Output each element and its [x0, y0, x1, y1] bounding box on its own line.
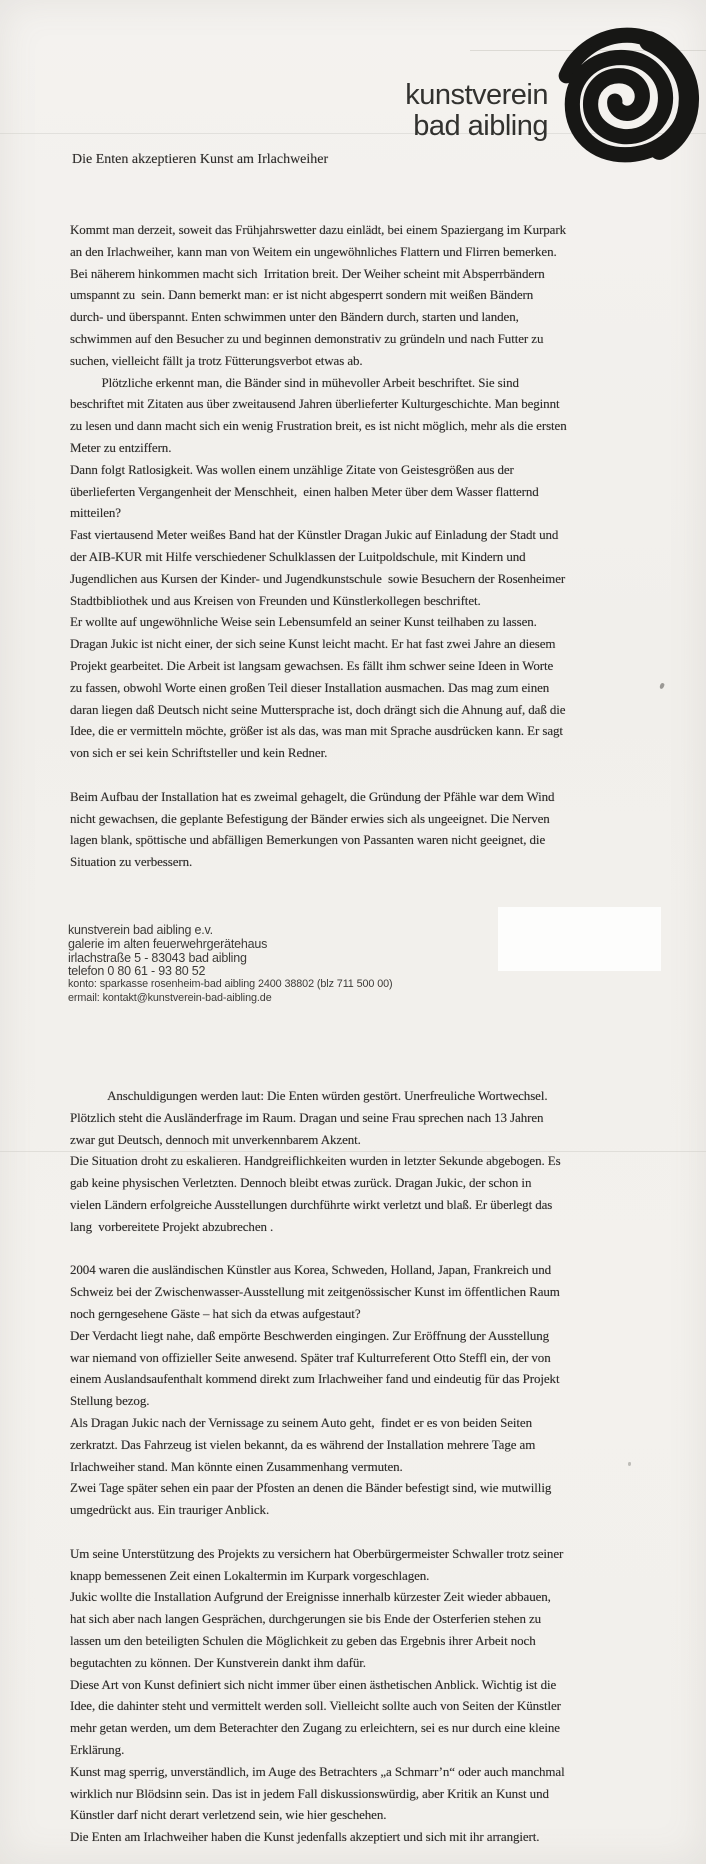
text-line: war niemand von offizieller Seite anwesend. Später traf Kulturreferent Otto Steffl ein, der von: [70, 1349, 551, 1365]
kunstverein-logo-wordmark: [396, 80, 548, 142]
text-line: umgedrückt aus. Ein trauriger Anblick.: [70, 1502, 270, 1518]
text-line: zu lesen und dann macht sich ein wenig Frustration breit, es ist nicht möglich, mehr als die ersten: [70, 418, 567, 434]
text-line: Kommt man derzeit, soweit das Frühjahrswetter dazu einlädt, bei einem Spaziergang im Kurpark: [70, 222, 566, 237]
text-line: knapp bemessenen Zeit einen Lokaltermin im Kurpark vorgeschlagen.: [70, 1567, 430, 1583]
text-line: einem Auslandsaufenthalt kommend direkt zum Irlachweiher fand und eindeutig für das Projekt: [70, 1371, 560, 1387]
text-line: beschriftet mit Zitaten aus über zweitausend Jahren überlieferter Kulturgeschichte. Man beginnt: [70, 396, 560, 412]
text-line: Künstler darf nicht derart verletzend sein, wie hier geschehen.: [70, 1807, 387, 1823]
text-line: zerkratzt. Das Fahrzeug ist vielen bekannt, da es während der Installation mehrere Tage am: [70, 1436, 536, 1452]
logo-wordmark-line-2: bad aibling: [413, 110, 548, 142]
text-line: von sich er sei kein Schriftsteller und kein Redner.: [70, 745, 328, 761]
text-line: lagen blank, spöttische und abfälligen Bemerkungen von Passanten waren nicht geeignet, die: [70, 832, 546, 848]
text-line: [70, 1524, 690, 1546]
text-line: Plötzliche erkennt man, die Bänder sind in mühevoller Arbeit beschriftet. Sie sind: [70, 374, 519, 390]
text-line: Meter zu entziffern.: [70, 439, 172, 455]
text-line: umspannt zu sein. Dann bemerkt man: er ist nicht abgesperrt sondern mit weißen Bändern: [70, 287, 534, 303]
text-line: gab keine physischen Verletzten. Dennoch bleibt etwas zurück. Dragan Jukic, der schon in: [70, 1175, 532, 1191]
text-line: schwimmen auf den Besucher zu und beginnen demonstrativ zu gründeln und nach Futter zu: [70, 330, 544, 346]
text-line: Dann folgt Ratlosigkeit. Was wollen einem unzählige Zitate von Geistesgrößen aus der: [70, 461, 514, 477]
text-line: suchen, vielleicht fällt ja trotz Fütterungsverbot etwas ab.: [70, 352, 363, 368]
text-line: Idee, die dahinter steht und vermittelt werden soll. Vielleicht sollte auch von Seiten der Künstler: [70, 1698, 561, 1714]
text-line: Schweiz bei der Zwischenwasser-Ausstellung mit zeitgenössischer Kunst im öffentlichen Raum: [70, 1284, 560, 1300]
text-line: Diese Art von Kunst definiert sich nicht immer über einen ästhetischen Anblick. Wichtig ist die: [70, 1676, 557, 1692]
text-line: wirklich nur Blödsinn sein. Das ist in jedem Fall diskussionswürdig, aber Kritik an Kunst und: [70, 1785, 549, 1801]
contact-line: telefon 0 80 61 - 93 80 52: [68, 964, 206, 979]
text-line: Kunst mag sperrig, unverständlich, im Auge des Betrachters „a Schmarr’n“ oder auch manchmal: [70, 1763, 565, 1779]
text-line: Als Dragan Jukic nach der Vernissage zu seinem Auto geht, findet er es von beiden Seiten: [70, 1414, 532, 1430]
article-body-part-1: [70, 222, 690, 876]
contact-info-block: [68, 923, 568, 1005]
text-line: Stellung bezog.: [70, 1393, 150, 1409]
text-line: lassen um den beteiligten Schulen die Möglichkeit zu geben das Ergebnis ihrer Arbeit noch: [70, 1632, 536, 1648]
text-line: Zwei Tage später sehen ein paar der Pfosten an denen die Bänder befestigt sind, wie mutwillig: [70, 1480, 552, 1496]
text-line: Situation zu verbessern.: [70, 854, 193, 870]
text-line: daran liegen daß Deutsch nicht seine Muttersprache ist, doch drängt sich die Ahnung auf, daß die: [70, 701, 566, 717]
text-line: noch gerngesehene Gäste – hat sich da etwas aufgestaut?: [70, 1305, 361, 1321]
text-line: mehr getan werden, um dem Beterachter den Zugang zu erleichtern, sei es nur durch eine kleine: [70, 1720, 560, 1736]
text-line: Stadtbibliothek und aus Kreisen von Freunden und Künstlerkollegen beschriftet.: [70, 592, 481, 608]
text-line: Irlachweiher stand. Man könnte einen Zusammenhang vermuten.: [70, 1458, 403, 1474]
text-line: mitteilen?: [70, 505, 121, 521]
text-line: der AIB-KUR mit Hilfe verschiedener Schulklassen der Luitpoldschule, mit Kindern und: [70, 548, 526, 564]
text-line: Bei näherem hinkommen macht sich Irritation breit. Der Weiher scheint mit Absperrbändern: [70, 265, 545, 281]
text-line: Anschuldigungen werden laut: Die Enten würden gestört. Unerfreuliche Wortwechsel.: [70, 1088, 548, 1103]
contact-line-small: ermail: kontakt@kunstverein-bad-aibling.de: [68, 991, 272, 1004]
text-line: Beim Aufbau der Installation hat es zweimal gehagelt, die Gründung der Pfähle war dem Wind: [70, 788, 555, 804]
text-line: Plötzlich steht die Ausländerfrage im Raum. Dragan und seine Frau sprechen nach 13 Jahren: [70, 1109, 544, 1125]
text-line: Die Situation droht zu eskalieren. Handgreiflichkeiten wurden in letzter Sekunde abgebogen. Es: [70, 1153, 561, 1169]
text-line: Dragan Jukic ist nicht einer, der sich seine Kunst leicht macht. Er hat fast zwei Jahre an diesem: [70, 636, 556, 652]
text-line: zu fassen, obwohl Worte einen großen Teil dieser Installation ausmachen. Das mag zum einen: [70, 679, 550, 695]
contact-line: galerie im alten feuerwehrgerätehaus: [68, 936, 268, 951]
text-line: lang vorbereitete Projekt abzubrechen .: [70, 1218, 274, 1234]
text-line: Er wollte auf ungewöhnliche Weise sein Lebensumfeld an seiner Kunst teilhaben zu lassen.: [70, 614, 537, 630]
text-line: Erklärung.: [70, 1741, 125, 1757]
document-title: Die Enten akzeptieren Kunst am Irlachweiher: [72, 152, 329, 167]
text-line: Idee, die er vermitteln möchte, größer ist als das, was man mit Sprache ausdrücken kann. Er sagt: [70, 723, 563, 739]
contact-line: irlachstraße 5 - 83043 bad aibling: [68, 950, 247, 965]
contact-line-small: konto: sparkasse rosenheim-bad aibling 2400 38802 (blz 711 500 00): [68, 978, 393, 991]
text-line: begutachten zu können. Der Kunstverein dankt ihm dafür.: [70, 1654, 366, 1670]
text-line: [70, 767, 690, 789]
text-line: nicht gewachsen, die geplante Befestigung der Bänder erwies sich als ungeeignet. Die Nerven: [70, 810, 550, 826]
text-line: überlieferten Vergangenheit der Menschheit, einen halben Meter über dem Wasser flatternd: [70, 483, 539, 499]
spiral-swirl-icon: [548, 27, 700, 165]
text-line: Projekt gearbeitet. Die Arbeit ist langsam gewachsen. Es fällt ihm schwer seine Ideen in Worte: [70, 657, 554, 673]
text-line: an den Irlachweiher, kann man von Weitem ein ungewöhnliches Flattern und Flirren bemerken.: [70, 243, 557, 259]
text-line: Der Verdacht liegt nahe, daß empörte Beschwerden eingingen. Zur Eröffnung der Ausstellung: [70, 1327, 550, 1343]
text-line: Jukic wollte die Installation Aufgrund der Ereignisse innerhalb kürzester Zeit wieder abbauen,: [70, 1589, 551, 1605]
text-line: [70, 1241, 690, 1263]
article-body-part-2: [70, 1088, 690, 1851]
text-line: durch- und überspannt. Enten schwimmen unter den Bändern durch, starten und landen,: [70, 309, 519, 325]
text-line: 2004 waren die ausländischen Künstler aus Korea, Schweden, Holland, Japan, Frankreich und: [70, 1262, 551, 1278]
text-line: hat sich aber nach langen Gesprächen, durchgerungen sie bis Ende der Osterferien stehen zu: [70, 1611, 542, 1627]
logo-wordmark-line-1: kunstverein: [405, 79, 548, 111]
contact-line: kunstverein bad aibling e.v.: [68, 923, 213, 937]
text-line: vielen Ländern erfolgreiche Ausstellungen durchführte wirkt verletzt und blaß. Er überlegt das: [70, 1196, 553, 1212]
text-line: Um seine Unterstützung des Projekts zu versichern hat Oberbürgermeister Schwaller trotz seiner: [70, 1545, 564, 1561]
text-line: Jugendlichen aus Kursen der Kinder- und Jugendkunstschule sowie Besuchern der Rosenheimer: [70, 570, 566, 586]
text-line: zwar gut Deutsch, dennoch mit unverkennbarem Akzent.: [70, 1131, 361, 1147]
text-line: Die Enten am Irlachweiher haben die Kunst jedenfalls akzeptiert und sich mit ihr arrangiert.: [70, 1829, 540, 1845]
text-line: Fast viertausend Meter weißes Band hat der Künstler Dragan Jukic auf Einladung der Stadt und: [70, 527, 559, 543]
